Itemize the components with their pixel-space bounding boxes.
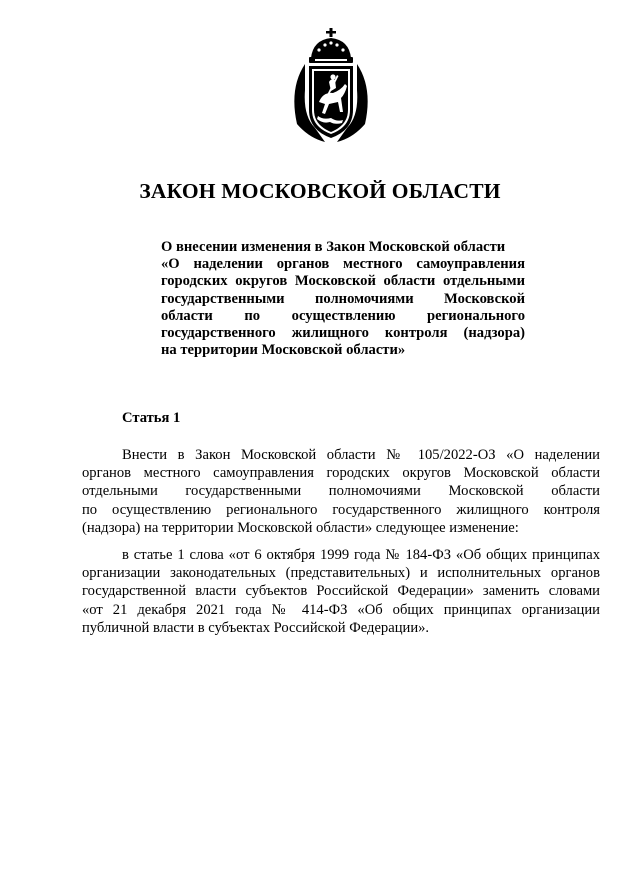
- paragraph-line: Внести в Закон Московской области № 105/2022-ОЗ «О наделении: [122, 447, 600, 463]
- document-title: ЗАКОН МОСКОВСКОЙ ОБЛАСТИ: [139, 179, 501, 203]
- moscow-oblast-coat-of-arms-icon: [285, 28, 377, 146]
- subject-line: городских округов Московской области отдельными: [161, 273, 525, 290]
- subject-line: О внесении изменения в Закон Московской области: [161, 239, 506, 255]
- paragraph-line: отдельными государственными полномочиями Московской области: [82, 483, 600, 500]
- law-subject: [161, 239, 525, 359]
- article-paragraph: [82, 446, 600, 537]
- subject-line: государственного жилищного контроля (надзора): [161, 325, 525, 342]
- article-paragraph: [82, 546, 600, 637]
- paragraph-line: в статье 1 слова «от 6 октября 1999 года № 184-ФЗ «Об общих принципах: [122, 547, 600, 563]
- subject-line: области по осуществлению регионального: [161, 307, 525, 324]
- article-heading: Статья 1: [122, 410, 181, 426]
- subject-line: «О наделении органов местного самоуправления: [161, 256, 525, 273]
- paragraph-line: органов местного самоуправления городских округов Московской области: [82, 465, 600, 482]
- paragraph-line: организации законодательных (представительных) и исполнительных органов: [82, 565, 600, 582]
- paragraph-line: (надзора) на территории Московской области» следующее изменение:: [82, 519, 519, 536]
- subject-line: на территории Московской области»: [161, 342, 406, 359]
- paragraph-line: публичной власти в субъектах Российской Федерации».: [82, 619, 430, 636]
- subject-line: государственными полномочиями Московской: [161, 290, 525, 307]
- paragraph-line: по осуществлению регионального государственного жилищного контроля: [82, 501, 600, 518]
- paragraph-line: государственной власти субъектов Российской Федерации» заменить словами: [82, 583, 600, 600]
- paragraph-line: «от 21 декабря 2021 года № 414-ФЗ «Об общих принципах организации: [82, 601, 600, 618]
